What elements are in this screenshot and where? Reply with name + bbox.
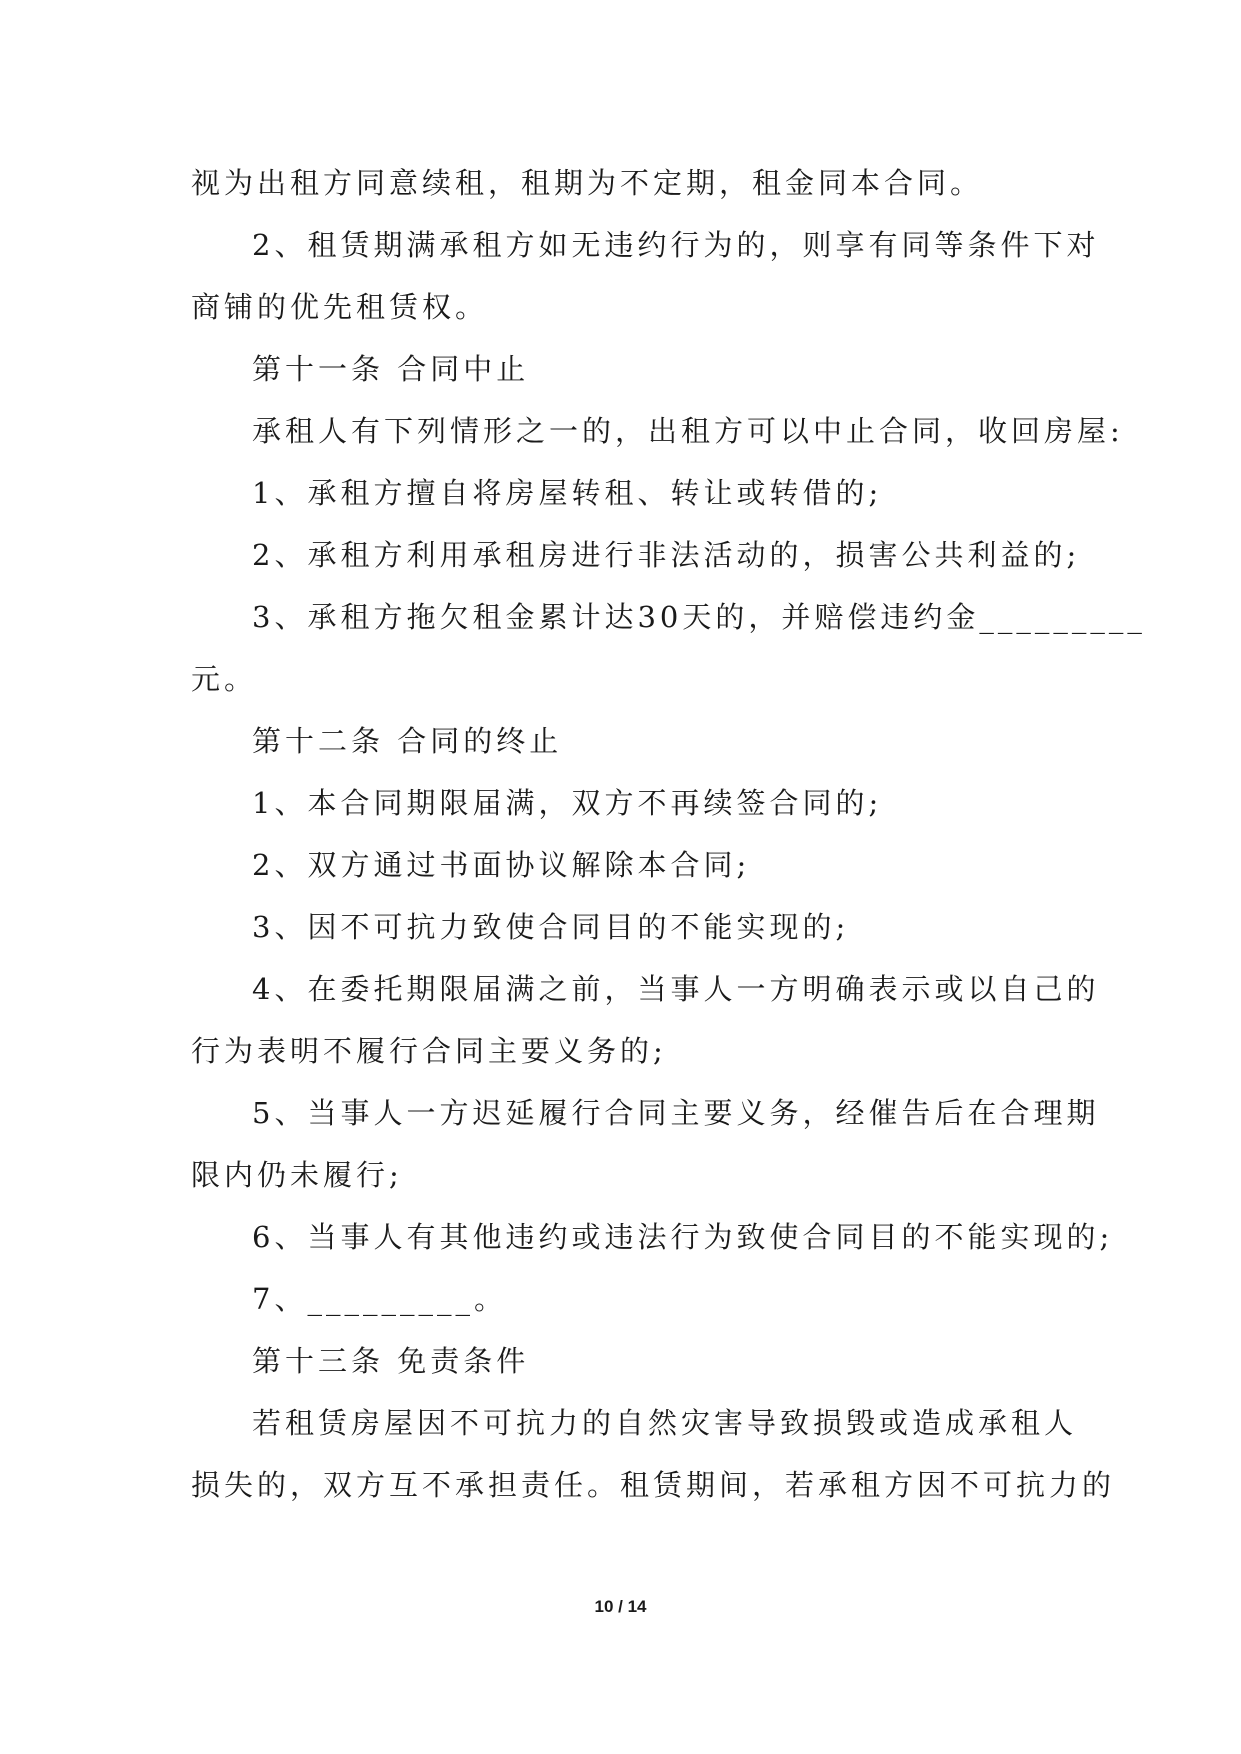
list-item: 3、承租方拖欠租金累计达30天的，并赔偿违约金_________: [252, 600, 1146, 634]
paragraph-line: 视为出租方同意续租，租期为不定期，租金同本合同。: [191, 166, 984, 200]
section-heading: 第十一条 合同中止: [252, 352, 530, 386]
list-item: 2、承租方利用承租房进行非法活动的，损害公共利益的;: [252, 538, 1081, 572]
list-item: 4、在委托期限届满之前，当事人一方明确表示或以自己的: [252, 972, 1100, 1006]
paragraph-line: 2、租赁期满承租方如无违约行为的，则享有同等条件下对: [252, 228, 1100, 262]
list-item: 6、当事人有其他违约或违法行为致使合同目的不能实现的;: [252, 1220, 1114, 1254]
page-number: 10 / 14: [594, 1597, 647, 1616]
list-item: 1、本合同期限届满，双方不再续签合同的;: [252, 786, 883, 820]
paragraph-line: 损失的，双方互不承担责任。租赁期间，若承租方因不可抗力的: [191, 1468, 1116, 1502]
list-item: 1、承租方擅自将房屋转租、转让或转借的;: [252, 476, 883, 510]
list-item: 7、_________。: [252, 1282, 507, 1316]
document-body: [191, 152, 1146, 1516]
list-item: 2、双方通过书面协议解除本合同;: [252, 848, 751, 882]
list-item: 5、当事人一方迟延履行合同主要义务，经催告后在合理期: [252, 1096, 1100, 1130]
paragraph-line: 承租人有下列情形之一的，出租方可以中止合同，收回房屋:: [252, 414, 1124, 448]
paragraph-line: 限内仍未履行;: [191, 1158, 403, 1192]
list-item: 3、因不可抗力致使合同目的不能实现的;: [252, 910, 850, 944]
section-heading: 第十三条 免责条件: [252, 1344, 530, 1378]
paragraph-line: 若租赁房屋因不可抗力的自然灾害导致损毁或造成承租人: [252, 1406, 1078, 1440]
paragraph-line: 元。: [191, 662, 258, 696]
section-heading: 第十二条 合同的终止: [252, 724, 563, 758]
paragraph-line: 行为表明不履行合同主要义务的;: [191, 1034, 667, 1068]
paragraph-line: 商铺的优先租赁权。: [191, 290, 489, 324]
